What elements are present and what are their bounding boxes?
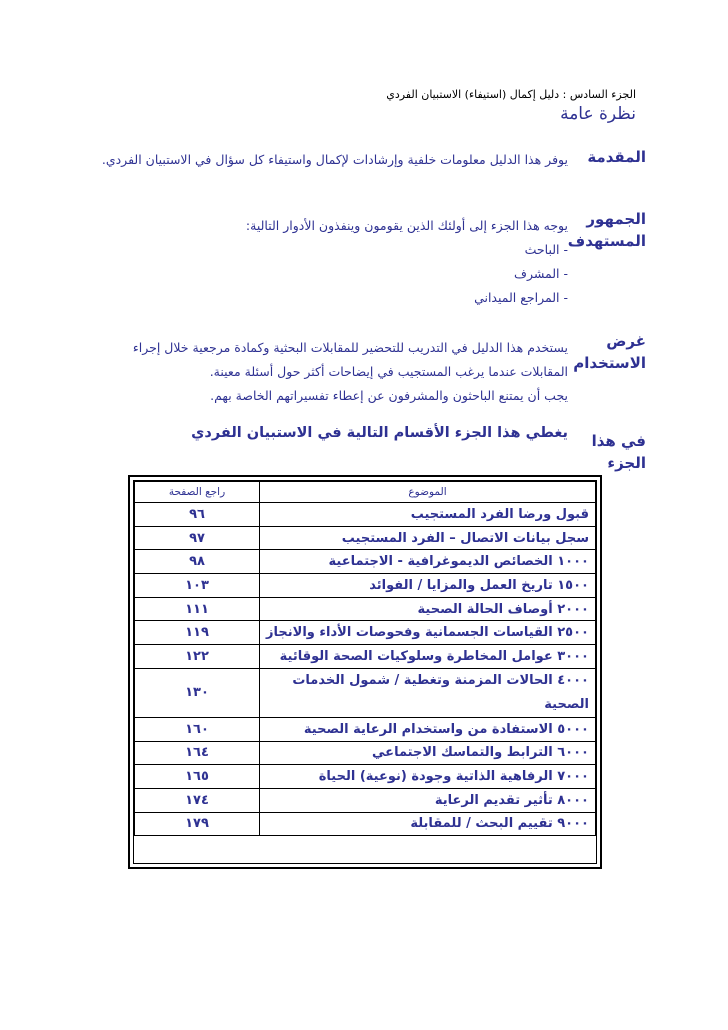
row-topic: ٢٠٠٠ أوصاف الحالة الصحية <box>260 597 596 621</box>
row-page: ٩٨ <box>135 550 260 574</box>
purpose-heading-line1: غرض <box>606 332 646 350</box>
table-row <box>135 550 596 574</box>
row-page: ١٦٠ <box>135 717 260 741</box>
row-topic: ٨٠٠٠ تأثير تقديم الرعاية <box>260 788 596 812</box>
table-row <box>135 812 596 836</box>
row-page: ١٦٥ <box>135 765 260 789</box>
purpose-line-3: يجب أن يمتنع الباحثون والمشرفون عن إعطاء تفسيراتهم الخاصة بهم. <box>210 388 568 403</box>
intro-heading: المقدمة <box>587 148 646 166</box>
audience-role-field-reviewer: - المراجع الميداني <box>474 290 568 305</box>
table-row <box>135 717 596 741</box>
row-page: ١١٩ <box>135 621 260 645</box>
intro-text <box>98 148 568 172</box>
table-row <box>135 741 596 765</box>
contents-table-frame <box>128 475 602 869</box>
contents-lead: يغطي هذا الجزء الأقسام التالية في الاستبيان الفردي <box>191 425 568 441</box>
column-header-page: راجع الصفحة <box>135 482 260 503</box>
table-row <box>135 526 596 550</box>
contents-table <box>134 481 596 836</box>
purpose-heading <box>573 330 646 374</box>
table-row <box>135 668 596 717</box>
row-topic: ١٠٠٠ الخصائص الديموغرافية - الاجتماعية <box>260 550 596 574</box>
row-topic: ٢٥٠٠ القياسات الجسمانية وفحوصات الأداء والانجاز <box>260 621 596 645</box>
audience-heading-line1: الجمهور <box>586 210 646 228</box>
row-page: ٩٧ <box>135 526 260 550</box>
audience-role-supervisor: - المشرف <box>514 266 568 281</box>
audience-heading-line2: المستهدف <box>567 232 646 250</box>
row-page: ١٧٤ <box>135 788 260 812</box>
row-page: ١٣٠ <box>135 668 260 717</box>
purpose-line-1: يستخدم هذا الدليل في التدريب للتحضير للمقابلات البحثية وكمادة مرجعية خلال إجراء <box>132 340 568 355</box>
column-header-topic: الموضوع <box>260 482 596 503</box>
row-page: ٩٦ <box>135 503 260 527</box>
row-topic: ١٥٠٠ تاريخ العمل والمزايا / الفوائد <box>260 574 596 598</box>
purpose-line-2: المقابلات عندما يرغب المستجيب في إيضاحات أكثر حول أسئلة معينة. <box>209 364 568 379</box>
contents-heading <box>576 430 646 474</box>
audience-lead: يوجه هذا الجزء إلى أولئك الذين يقومون وينفذون الأدوار التالية: <box>245 218 568 233</box>
audience-role-researcher: - الباحث <box>524 242 568 257</box>
row-page: ١٢٢ <box>135 645 260 669</box>
section-title: نظرة عامة <box>560 104 636 124</box>
purpose-heading-line2: الاستخدام <box>573 354 646 372</box>
table-header-row <box>135 482 596 503</box>
row-page: ١١١ <box>135 597 260 621</box>
running-head: الجزء السادس : دليل إكمال (استيفاء) الاستبيان الفردي <box>386 88 636 101</box>
table-row <box>135 621 596 645</box>
row-topic: ٥٠٠٠ الاستفادة من واستخدام الرعاية الصحية <box>260 717 596 741</box>
row-topic: سجل بيانات الاتصال – الفرد المستجيب <box>260 526 596 550</box>
row-topic: ٣٠٠٠ عوامل المخاطرة وسلوكيات الصحة الوقائية <box>260 645 596 669</box>
table-row <box>135 597 596 621</box>
purpose-text <box>68 336 568 408</box>
row-topic: ٦٠٠٠ الترابط والتماسك الاجتماعي <box>260 741 596 765</box>
row-page: ١٦٤ <box>135 741 260 765</box>
table-row <box>135 503 596 527</box>
contents-heading-line2: الجزء <box>607 454 646 472</box>
row-topic: قبول ورضا الفرد المستجيب <box>260 503 596 527</box>
row-page: ١٧٩ <box>135 812 260 836</box>
table-row <box>135 645 596 669</box>
table-row <box>135 765 596 789</box>
row-topic: ٤٠٠٠ الحالات المزمنة وتغطية / شمول الخدمات الصحية <box>260 668 596 717</box>
row-topic: ٧٠٠٠ الرفاهية الذاتية وجودة (نوعية) الحياة <box>260 765 596 789</box>
audience-heading <box>567 208 646 252</box>
table-row <box>135 574 596 598</box>
contents-heading-line1: في هذا <box>591 432 646 450</box>
audience-text <box>98 214 568 310</box>
table-row <box>135 788 596 812</box>
intro-paragraph: يوفر هذا الدليل معلومات خلفية وإرشادات لإكمال واستيفاء كل سؤال في الاستبيان الفردي. <box>101 152 568 167</box>
row-topic: ٩٠٠٠ تقييم البحث / للمقابلة <box>260 812 596 836</box>
row-page: ١٠٣ <box>135 574 260 598</box>
